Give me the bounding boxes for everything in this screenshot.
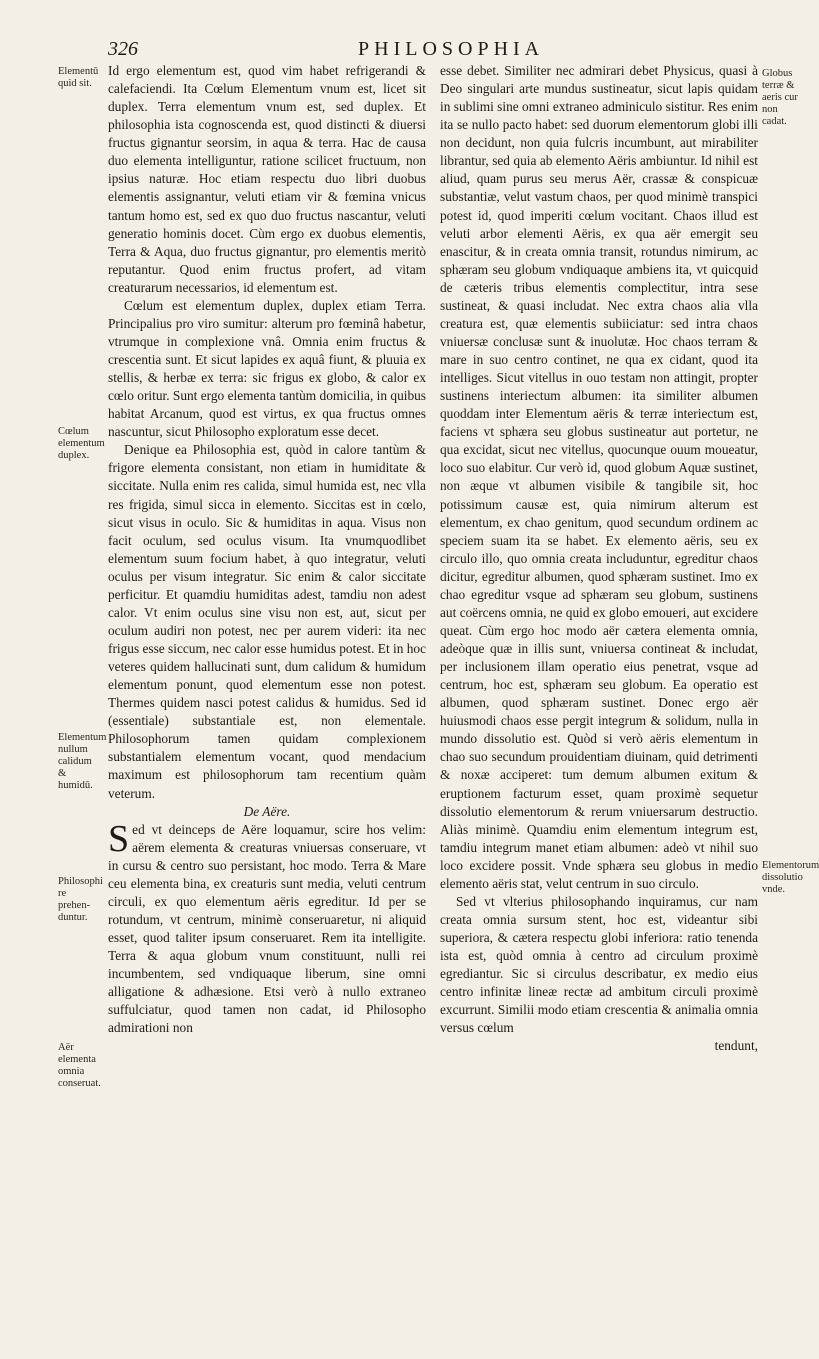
margin-note: Cœlum elementum duplex. [58,426,105,461]
margin-note: Elementorum dissolutio vnde. [762,860,819,895]
section-title: De Aëre. [243,803,291,819]
running-header [108,38,788,62]
paragraph: Denique ea Philosophia est, quòd in calore tantùm & frigore elementa consistant, non etiam in humiditate & siccitate. Nulla enim res calida, simul humida est, nec vlla res frigida, simul sicca in elemento. Siccitas est in cœlo, sicut visus in oculo. Sic & humiditas in aqua. Visus non facit oculum, sed oculus visum. Ita vnumquodlibet elementum suum focium habet, à quo integratur, veluti oculus per visum integratur. Sic enim & calor siccitate perficitur. Et quamdiu humiditas adest, tamdiu non adest calor. Vt enim oculus sine visu non est, aut, sicut per oculum audiri non potest, nec per aurem videri: ita nec frigus esse siccum, nec calor esse humidus potest. Et in hoc veteres quidem hallucinati sunt, dum calidum & humidum elementum ponunt, quod elementum esse non potest. Thermes quidem nasci potest calidus & humidus. Sed id (essentiale) substantiale est, non elementale. Philosophorum tamen quidam complexionem substantialem elementum vocant, quod mendacium maximum est philosophorum tam recentium quàm veterum. [108,442,426,801]
page-number: 326 [108,38,138,60]
paragraph: Sed vt vlterius philosophando inquiramus, cur nam creata omnia sursum stent, hoc est, videantur sibi superiora, & cætera respectu globi inferiora: ratio tenenda ista est, quòd omnia à centro ad circulum proximè egrediantur. Sic si circulus describatur, ex medio eius centro infinitæ lineæ rectæ ad ambitum circuli proximè excurrunt. Similii modo etiam crescentia & animalia omnia versus cœlum [440,893,758,1036]
right-column [440,62,758,1055]
left-column [108,62,426,1037]
catchword: tendunt, [714,1038,758,1054]
paragraph: Cœlum est elementum duplex, duplex etiam Terra. Principalius pro viro sumitur: alterum pro fœminâ habetur, vtrumque in complexione vnâ. Omnia enim fructus & crescentia sunt. Et sicut lapides ex aquâ fiunt, & pluuia ex stellis, & herbæ ex terra: sic frigus ex globo, & calor ex cœlo oritur. Sunt ergo elementa tantùm domicilia, in quibus habitat Arcanum, quod est virtus, ex qua fructus omnes nascuntur, sicut Philosopho exploratum esse decet. [108,297,426,440]
margin-note: Philosophi re prehen- duntur. [58,876,103,923]
paragraph: esse debet. Similiter nec admirari debet Physicus, quasi à Deo singulari arte mundus sustineatur, sicut lapis quidam in sublimi sine omni extraneo adminiculo sistitur. Res enim ita se nullo pacto habet: sed duorum elementorum globi illi non decidunt, non quia fulcris incumbunt, aut mirabiliter librantur, sed quia ab elemento Aëris ambiuntur. Id nihil est aliud, quam purus seu merus Aër, crassæ & conspicuæ substantiæ, velut vastum chaos, per quod minimè transpici potest id, quod imperiti cœlum vocitant. Chaos illud est veluti arbor elementi Aëris, ex qua aër emergit seu enascitur, & in creata omnia transit, rotundus nimirum, ac sphæram seu globum vndiquaque ambiens ita, vt quicquid de cæteris tribus elementis complectitur, intra sese sustineat, & quasi includat. Nec extra chaos alia vlla creatura est, quæ elementis subiiciatur: sed intra chaos vniuersæ conclusæ sunt & inuolutæ. Hoc chaos terram & mare in suo centro continet, ne qua ex cidant, quod ita intelliges. Sicut vitellus in ouo testam non attingit, propter sustinens interiectum albumen: ita similiter albumen quoddam inter Elementum aëris & terræ interiectum est, faciens vt sphæra seu globus sustineatur aut portetur, ne qua excidat, sicut nec vitellus, quocunque ouum moueatur, loco suo elabitur. Cur verò id, quod globum Aquæ sustinet, non æque vt albumen visibile & tangibile sit, hoc potissimum causæ est, quia nimirum alterum est elementum, ex chao genitum, quod secundum ordinem ac speciem suam ita se habet. Ex elemento aëris, seu ex circulo illo, quo omnia creata includuntur, egreditur chaos dicitur, egreditur albumen, quod sphæram sustinet. Imo ex chao egreditur vsque ad sphæram seu globum, sustinens aut coërcens omnia, ne quid ex globo emoueri, aut excidere queat. Cùm ergo hoc modo aër cætera elementa omnia, adeòque quæ in illis sunt, vniuersa contineat & includat, per inclusionem illam operatio eius penetrat, vsque ad centrum, hoc est, sphæram seu globum. Ea operatio est albumen, quod sphæram sustinet. Donec ergo aër huiusmodi chaos esse pergit integrum & solidum, nulla in mundo dissolutio est. Quòd si verò aëris elementum in chao suo secundum prouidentiam diuinam, quid detrimenti & noxæ acciperet: tum demum albumen exitum & eruptionem facturum esset, quam proximè sequetur dissolutio elementorum & rerum vniuersarum destructio. Aliàs minimè. Quamdiu enim elementum integrum est, tamdiu integrum manet etiam albumen: adeò vt nihil suo loco excidere possit. Vnde sphæra seu globus in medio elemento aëris stat, velut centrum in suo circulo. [440,63,758,891]
margin-note: Elementū quid sit. [58,66,99,89]
paragraph: Sed vt deinceps de Aëre loquamur, scire hos velim: aërem elementa & creaturas vniuersas conseruare, vt in cursu & centro suo persistant, hoc modo. Terra & Mare ceu elementa bina, ex creaturis sunt media, veluti centrum circuli, ex quo elementum aëris egreditur. Id per se rotundum, vt centrum, minimè conseruaretur, ni aliquid esset, quod taliter ipsum conseruaret. Rem ita intelligite. Terra & aqua globum vnum constituunt, nulli rei incumbentem, sed vndiquaque liberum, sine omni alligatione & adhæsione. Etsi verò à nullo extraneo suffulciatur, quod tamen non cadat, id Philosopho admirationi non [108,817,426,1036]
margin-note: Elementum nullum calidum & humidū. [58,732,107,791]
paragraph: Id ergo elementum est, quod vim habet refrigerandi & calefaciendi. Ita Cœlum Elementum vnum est, licet sit duplex. Terra elementum vnum est, sed duplex. Et philosophia ista cognoscenda est, quod distincti & diuersi fructus gignantur seorsim, in aqua & terra. Hac de causa duo elementa intelliguntur, ratione scilicet fructuum, non ipsius naturæ. Hoc etiam respectu duo libri duobus elementis assignantur, veluti etiam vir & fœmina vnicus tantum homo est, sed ex quo duo fructus nascantur, veluti generatio hominis docet. Cùm ergo ex duobus elementis, Terra & Aqua, duo fructus gignantur, pro elementis meritò reputantur. Quod enim fructus profert, ad vitam creaturarum necessarios, id elementum est. [108,63,426,295]
margin-note: Globus terræ & aeris cur non cadat. [762,68,798,127]
margin-note: Aër elementa omnia conseruat. [58,1042,101,1089]
running-title: PHILOSOPHIA [358,38,545,60]
